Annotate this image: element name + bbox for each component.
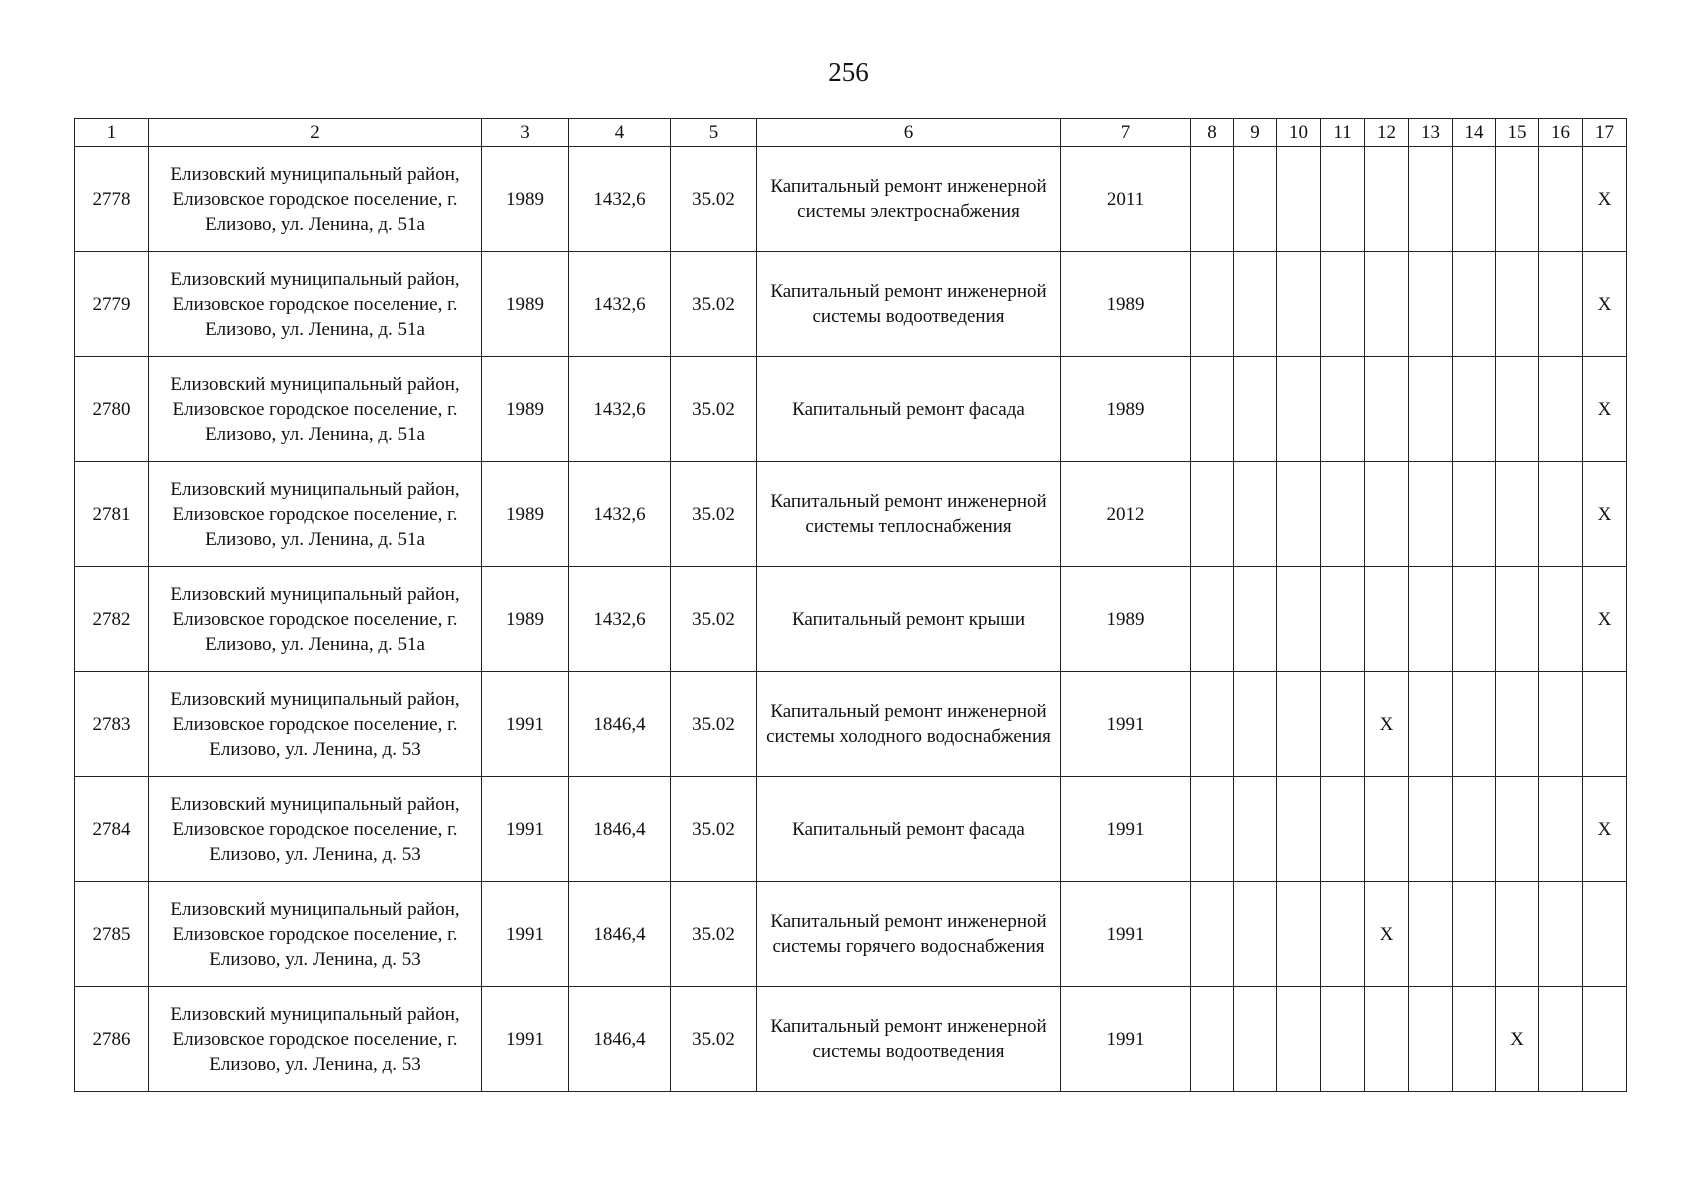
build-year-cell: 1989 xyxy=(482,462,569,567)
mark-cell-col-15 xyxy=(1496,147,1539,252)
mark-cell-col-15 xyxy=(1496,567,1539,672)
address-cell: Елизовский муниципальный район, Елизовское городское поселение, г. Елизово, ул. Ленина, д. 53 xyxy=(149,882,482,987)
mark-cell-col-15 xyxy=(1496,882,1539,987)
build-year-cell: 1991 xyxy=(482,777,569,882)
mark-cell-col-8 xyxy=(1191,777,1234,882)
work-year-cell: 1989 xyxy=(1061,357,1191,462)
build-year-cell: 1991 xyxy=(482,882,569,987)
mark-cell-col-14 xyxy=(1453,252,1496,357)
mark-cell-col-8 xyxy=(1191,462,1234,567)
row-number-cell: 2783 xyxy=(75,672,149,777)
column-header: 14 xyxy=(1453,119,1496,147)
mark-cell-col-10 xyxy=(1277,252,1321,357)
mark-cell-col-11 xyxy=(1321,987,1365,1092)
address-cell: Елизовский муниципальный район, Елизовское городское поселение, г. Елизово, ул. Ленина, д. 53 xyxy=(149,987,482,1092)
mark-cell-col-12 xyxy=(1365,357,1409,462)
mark-cell-col-11 xyxy=(1321,672,1365,777)
column-header: 10 xyxy=(1277,119,1321,147)
mark-cell-col-13 xyxy=(1409,672,1453,777)
mark-cell-col-14 xyxy=(1453,777,1496,882)
mark-cell-col-11 xyxy=(1321,357,1365,462)
area-cell: 1846,4 xyxy=(569,672,671,777)
table-row xyxy=(75,462,1627,567)
mark-cell-col-13 xyxy=(1409,777,1453,882)
mark-cell-col-10 xyxy=(1277,357,1321,462)
mark-cell-col-12 xyxy=(1365,987,1409,1092)
mark-cell-col-14 xyxy=(1453,672,1496,777)
mark-cell-col-11 xyxy=(1321,567,1365,672)
mark-cell-col-14 xyxy=(1453,987,1496,1092)
mark-cell-col-9 xyxy=(1234,567,1277,672)
table-row xyxy=(75,987,1627,1092)
table-row xyxy=(75,357,1627,462)
mark-cell-col-13 xyxy=(1409,252,1453,357)
mark-cell-col-12 xyxy=(1365,567,1409,672)
mark-cell-col-12: X xyxy=(1365,882,1409,987)
work-year-cell: 2012 xyxy=(1061,462,1191,567)
mark-cell-col-10 xyxy=(1277,882,1321,987)
mark-cell-col-12 xyxy=(1365,252,1409,357)
area-cell: 1432,6 xyxy=(569,462,671,567)
mark-cell-col-17 xyxy=(1583,987,1627,1092)
row-number-cell: 2785 xyxy=(75,882,149,987)
mark-cell-col-10 xyxy=(1277,987,1321,1092)
mark-cell-col-17 xyxy=(1583,882,1627,987)
column-header: 13 xyxy=(1409,119,1453,147)
row-number-cell: 2780 xyxy=(75,357,149,462)
work-type-cell: Капитальный ремонт инженерной системы водоотведения xyxy=(757,252,1061,357)
address-cell: Елизовский муниципальный район, Елизовское городское поселение, г. Елизово, ул. Ленина, д. 51а xyxy=(149,462,482,567)
work-year-cell: 1991 xyxy=(1061,777,1191,882)
mark-cell-col-9 xyxy=(1234,672,1277,777)
mark-cell-col-9 xyxy=(1234,252,1277,357)
area-cell: 1432,6 xyxy=(569,147,671,252)
mark-cell-col-15 xyxy=(1496,462,1539,567)
column-header: 11 xyxy=(1321,119,1365,147)
column-header: 4 xyxy=(569,119,671,147)
address-cell: Елизовский муниципальный район, Елизовское городское поселение, г. Елизово, ул. Ленина, д. 51а xyxy=(149,567,482,672)
mark-cell-col-8 xyxy=(1191,567,1234,672)
table-row xyxy=(75,147,1627,252)
mark-cell-col-16 xyxy=(1539,147,1583,252)
mark-cell-col-10 xyxy=(1277,777,1321,882)
build-year-cell: 1989 xyxy=(482,567,569,672)
column-header: 5 xyxy=(671,119,757,147)
mark-cell-col-17 xyxy=(1583,672,1627,777)
build-year-cell: 1989 xyxy=(482,252,569,357)
address-cell: Елизовский муниципальный район, Елизовское городское поселение, г. Елизово, ул. Ленина, д. 51а xyxy=(149,147,482,252)
column-header: 6 xyxy=(757,119,1061,147)
row-number-cell: 2778 xyxy=(75,147,149,252)
address-cell: Елизовский муниципальный район, Елизовское городское поселение, г. Елизово, ул. Ленина, д. 51а xyxy=(149,252,482,357)
mark-cell-col-16 xyxy=(1539,357,1583,462)
mark-cell-col-13 xyxy=(1409,987,1453,1092)
work-year-cell: 1989 xyxy=(1061,252,1191,357)
table-body xyxy=(75,147,1627,1092)
mark-cell-col-17: X xyxy=(1583,567,1627,672)
column-header: 9 xyxy=(1234,119,1277,147)
register-table xyxy=(74,118,1627,1092)
mark-cell-col-12 xyxy=(1365,462,1409,567)
mark-cell-col-14 xyxy=(1453,147,1496,252)
area-cell: 1846,4 xyxy=(569,882,671,987)
mark-cell-col-16 xyxy=(1539,672,1583,777)
work-type-cell: Капитальный ремонт инженерной системы холодного водоснабжения xyxy=(757,672,1061,777)
mark-cell-col-10 xyxy=(1277,567,1321,672)
code-cell: 35.02 xyxy=(671,252,757,357)
area-cell: 1432,6 xyxy=(569,357,671,462)
column-header: 3 xyxy=(482,119,569,147)
mark-cell-col-14 xyxy=(1453,882,1496,987)
mark-cell-col-8 xyxy=(1191,672,1234,777)
build-year-cell: 1989 xyxy=(482,357,569,462)
column-header: 17 xyxy=(1583,119,1627,147)
column-header: 7 xyxy=(1061,119,1191,147)
mark-cell-col-12 xyxy=(1365,777,1409,882)
mark-cell-col-16 xyxy=(1539,567,1583,672)
mark-cell-col-16 xyxy=(1539,882,1583,987)
mark-cell-col-11 xyxy=(1321,462,1365,567)
mark-cell-col-17: X xyxy=(1583,147,1627,252)
mark-cell-col-17: X xyxy=(1583,252,1627,357)
column-header: 16 xyxy=(1539,119,1583,147)
work-year-cell: 2011 xyxy=(1061,147,1191,252)
work-type-cell: Капитальный ремонт инженерной системы электроснабжения xyxy=(757,147,1061,252)
code-cell: 35.02 xyxy=(671,777,757,882)
area-cell: 1846,4 xyxy=(569,777,671,882)
code-cell: 35.02 xyxy=(671,147,757,252)
work-year-cell: 1991 xyxy=(1061,987,1191,1092)
mark-cell-col-8 xyxy=(1191,357,1234,462)
mark-cell-col-8 xyxy=(1191,147,1234,252)
mark-cell-col-13 xyxy=(1409,882,1453,987)
mark-cell-col-12: X xyxy=(1365,672,1409,777)
table-row xyxy=(75,777,1627,882)
area-cell: 1432,6 xyxy=(569,567,671,672)
column-number-row xyxy=(75,119,1627,147)
column-header: 8 xyxy=(1191,119,1234,147)
code-cell: 35.02 xyxy=(671,882,757,987)
mark-cell-col-8 xyxy=(1191,252,1234,357)
table-row xyxy=(75,672,1627,777)
mark-cell-col-14 xyxy=(1453,567,1496,672)
table-row xyxy=(75,882,1627,987)
work-type-cell: Капитальный ремонт фасада xyxy=(757,357,1061,462)
column-header: 15 xyxy=(1496,119,1539,147)
build-year-cell: 1989 xyxy=(482,147,569,252)
mark-cell-col-16 xyxy=(1539,987,1583,1092)
column-header: 12 xyxy=(1365,119,1409,147)
mark-cell-col-14 xyxy=(1453,462,1496,567)
work-type-cell: Капитальный ремонт инженерной системы горячего водоснабжения xyxy=(757,882,1061,987)
table-row xyxy=(75,567,1627,672)
mark-cell-col-9 xyxy=(1234,882,1277,987)
mark-cell-col-15 xyxy=(1496,672,1539,777)
row-number-cell: 2781 xyxy=(75,462,149,567)
mark-cell-col-11 xyxy=(1321,252,1365,357)
code-cell: 35.02 xyxy=(671,567,757,672)
code-cell: 35.02 xyxy=(671,357,757,462)
mark-cell-col-10 xyxy=(1277,672,1321,777)
build-year-cell: 1991 xyxy=(482,987,569,1092)
mark-cell-col-15 xyxy=(1496,252,1539,357)
mark-cell-col-11 xyxy=(1321,147,1365,252)
mark-cell-col-16 xyxy=(1539,252,1583,357)
work-type-cell: Капитальный ремонт инженерной системы теплоснабжения xyxy=(757,462,1061,567)
mark-cell-col-11 xyxy=(1321,777,1365,882)
work-year-cell: 1991 xyxy=(1061,672,1191,777)
mark-cell-col-16 xyxy=(1539,462,1583,567)
work-year-cell: 1989 xyxy=(1061,567,1191,672)
area-cell: 1432,6 xyxy=(569,252,671,357)
mark-cell-col-13 xyxy=(1409,462,1453,567)
address-cell: Елизовский муниципальный район, Елизовское городское поселение, г. Елизово, ул. Ленина, д. 51а xyxy=(149,357,482,462)
mark-cell-col-15 xyxy=(1496,777,1539,882)
column-header: 1 xyxy=(75,119,149,147)
mark-cell-col-8 xyxy=(1191,987,1234,1092)
mark-cell-col-13 xyxy=(1409,147,1453,252)
mark-cell-col-9 xyxy=(1234,462,1277,567)
mark-cell-col-11 xyxy=(1321,882,1365,987)
mark-cell-col-17: X xyxy=(1583,777,1627,882)
row-number-cell: 2784 xyxy=(75,777,149,882)
mark-cell-col-9 xyxy=(1234,777,1277,882)
mark-cell-col-8 xyxy=(1191,882,1234,987)
row-number-cell: 2782 xyxy=(75,567,149,672)
mark-cell-col-9 xyxy=(1234,147,1277,252)
mark-cell-col-15 xyxy=(1496,357,1539,462)
column-header: 2 xyxy=(149,119,482,147)
address-cell: Елизовский муниципальный район, Елизовское городское поселение, г. Елизово, ул. Ленина, д. 53 xyxy=(149,672,482,777)
mark-cell-col-13 xyxy=(1409,567,1453,672)
work-type-cell: Капитальный ремонт инженерной системы водоотведения xyxy=(757,987,1061,1092)
row-number-cell: 2786 xyxy=(75,987,149,1092)
work-type-cell: Капитальный ремонт фасада xyxy=(757,777,1061,882)
mark-cell-col-12 xyxy=(1365,147,1409,252)
build-year-cell: 1991 xyxy=(482,672,569,777)
mark-cell-col-17: X xyxy=(1583,357,1627,462)
mark-cell-col-9 xyxy=(1234,357,1277,462)
code-cell: 35.02 xyxy=(671,672,757,777)
mark-cell-col-17: X xyxy=(1583,462,1627,567)
area-cell: 1846,4 xyxy=(569,987,671,1092)
mark-cell-col-14 xyxy=(1453,357,1496,462)
mark-cell-col-13 xyxy=(1409,357,1453,462)
code-cell: 35.02 xyxy=(671,462,757,567)
code-cell: 35.02 xyxy=(671,987,757,1092)
table-row xyxy=(75,252,1627,357)
row-number-cell: 2779 xyxy=(75,252,149,357)
work-type-cell: Капитальный ремонт крыши xyxy=(757,567,1061,672)
mark-cell-col-10 xyxy=(1277,147,1321,252)
address-cell: Елизовский муниципальный район, Елизовское городское поселение, г. Елизово, ул. Ленина, д. 53 xyxy=(149,777,482,882)
work-year-cell: 1991 xyxy=(1061,882,1191,987)
page-number: 256 xyxy=(828,57,869,87)
mark-cell-col-15: X xyxy=(1496,987,1539,1092)
mark-cell-col-9 xyxy=(1234,987,1277,1092)
mark-cell-col-16 xyxy=(1539,777,1583,882)
mark-cell-col-10 xyxy=(1277,462,1321,567)
